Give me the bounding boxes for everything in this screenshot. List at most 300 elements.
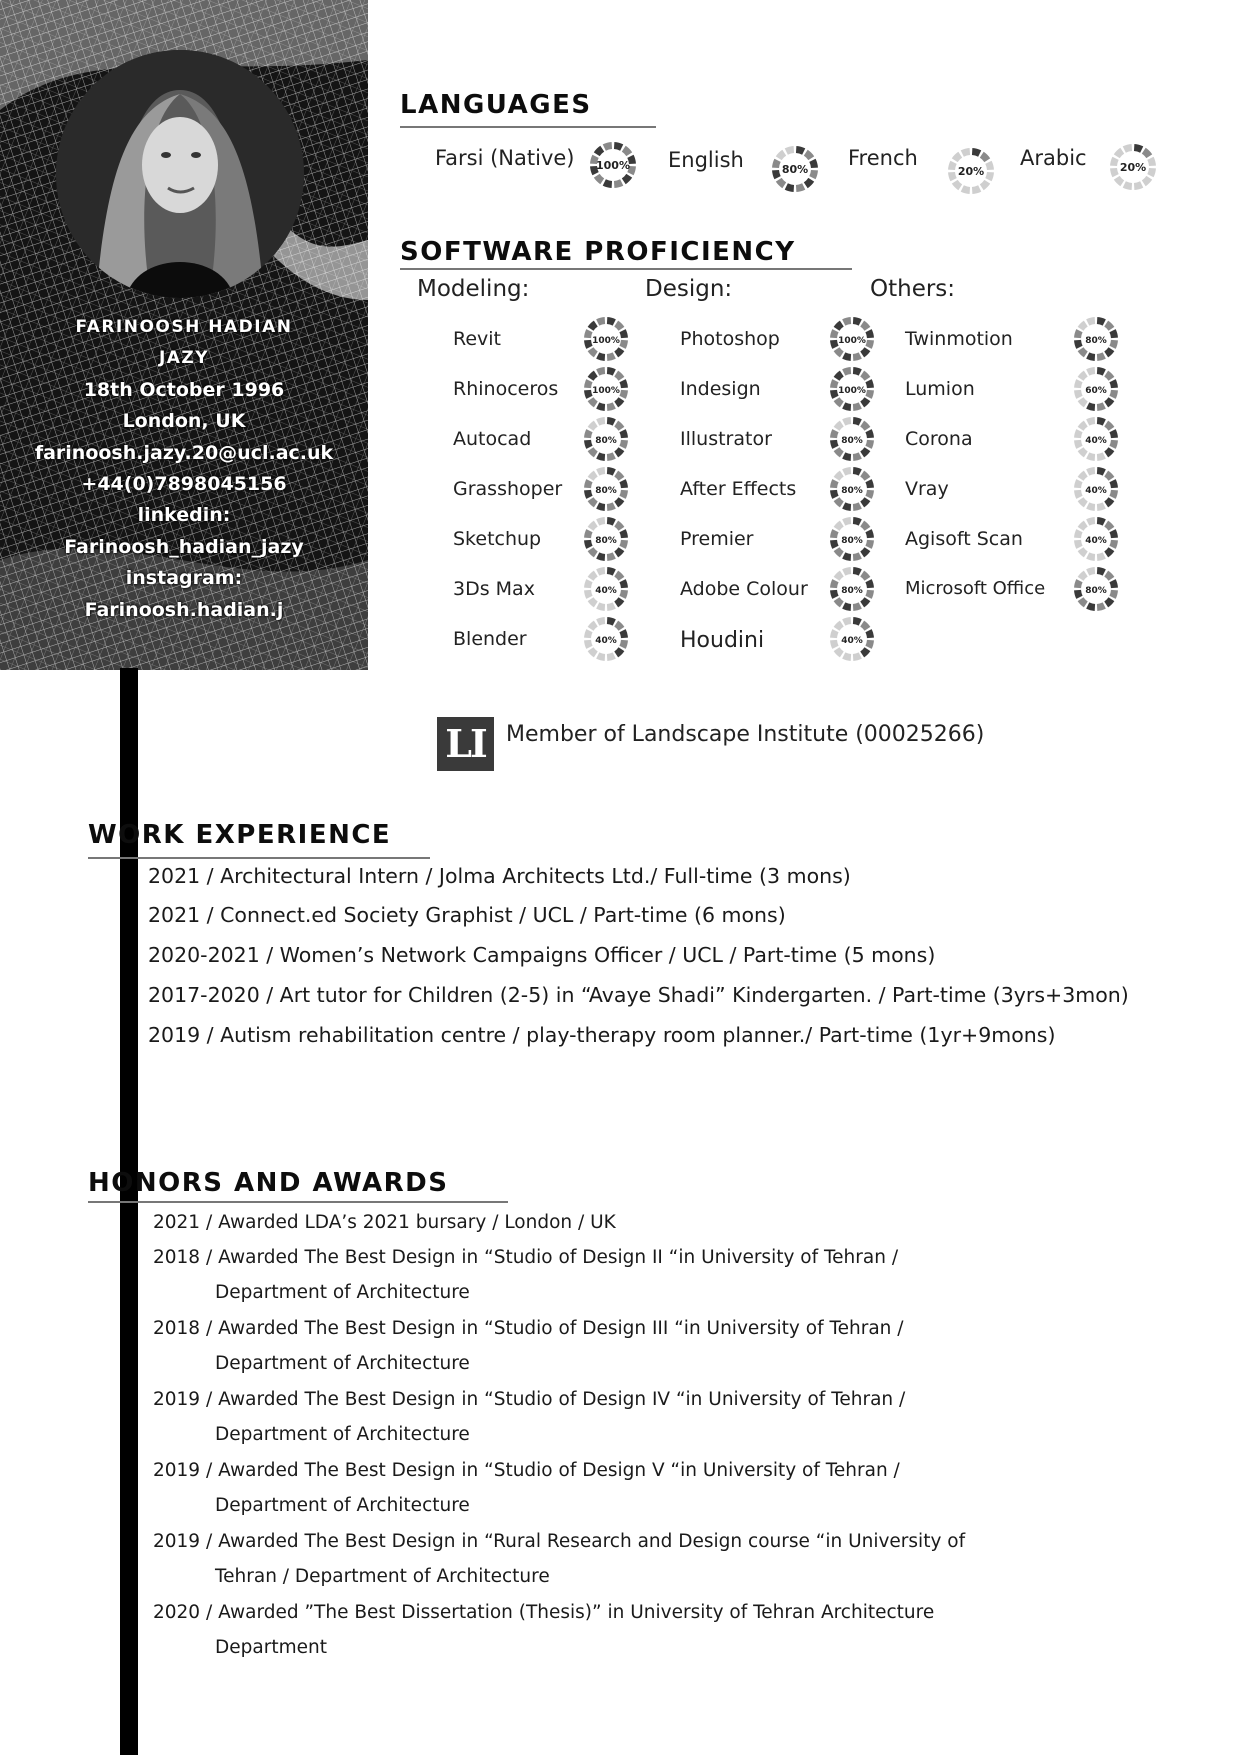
software-label: Vray bbox=[905, 478, 949, 500]
work-underline bbox=[88, 857, 430, 859]
ring-segment bbox=[853, 567, 862, 576]
ring-segment bbox=[614, 521, 624, 531]
ring-segment bbox=[865, 429, 874, 438]
ring-segment bbox=[830, 540, 839, 549]
ring-segment bbox=[830, 479, 839, 488]
software-label: Autocad bbox=[453, 428, 532, 450]
ring-segment bbox=[1074, 579, 1083, 588]
ring-segment bbox=[865, 329, 874, 338]
ring-segment bbox=[1078, 421, 1088, 431]
ring-segment bbox=[1109, 340, 1118, 349]
ring-percent-label: 80% bbox=[841, 486, 863, 496]
ring-segment bbox=[1142, 148, 1152, 158]
ring-segment bbox=[1097, 452, 1106, 461]
ring-segment bbox=[1109, 540, 1118, 549]
ring-segment bbox=[1086, 517, 1095, 526]
category-modeling: Modeling: bbox=[417, 276, 530, 302]
ring-segment bbox=[584, 590, 593, 599]
ring-segment bbox=[1134, 181, 1143, 190]
software-proficiency-ring bbox=[583, 616, 629, 662]
ring-segment bbox=[596, 402, 605, 411]
ring-segment bbox=[1097, 517, 1106, 526]
ring-segment bbox=[1078, 547, 1088, 557]
ring-segment bbox=[614, 421, 624, 431]
ring-segment bbox=[588, 497, 598, 507]
ring-segment bbox=[607, 367, 616, 376]
ring-segment bbox=[614, 547, 624, 557]
ring-segment bbox=[594, 146, 604, 156]
ring-segment bbox=[1074, 379, 1083, 388]
ring-segment bbox=[1109, 590, 1118, 599]
ring-segment bbox=[1074, 440, 1083, 449]
ring-segment bbox=[1110, 168, 1119, 177]
ring-segment bbox=[607, 517, 616, 526]
ring-segment bbox=[1109, 490, 1118, 499]
ring-percent-label: 40% bbox=[1085, 486, 1107, 496]
ring-segment bbox=[853, 452, 862, 461]
ring-segment bbox=[594, 174, 604, 184]
software-proficiency-ring bbox=[583, 366, 629, 412]
ring-percent-label: 40% bbox=[841, 636, 863, 646]
ring-segment bbox=[614, 571, 624, 581]
ring-segment bbox=[614, 471, 624, 481]
awards-underline bbox=[88, 1201, 508, 1203]
ring-segment bbox=[614, 647, 624, 657]
software-proficiency-ring bbox=[583, 516, 629, 562]
language-proficiency-ring bbox=[1109, 143, 1157, 191]
ring-segment bbox=[776, 150, 786, 160]
ring-segment bbox=[865, 340, 874, 349]
ring-percent-label: 100% bbox=[838, 336, 866, 346]
languages-underline bbox=[400, 126, 656, 128]
ring-segment bbox=[1074, 479, 1083, 488]
software-underline bbox=[400, 268, 852, 270]
ring-segment bbox=[614, 621, 624, 631]
ring-segment bbox=[842, 552, 851, 561]
ring-segment bbox=[614, 497, 624, 507]
ring-segment bbox=[830, 590, 839, 599]
ring-segment bbox=[1110, 157, 1119, 166]
ring-segment bbox=[619, 629, 628, 638]
profile-birthdate: 18th October 1996 bbox=[83, 378, 285, 401]
ring-segment bbox=[1142, 176, 1152, 186]
ring-segment bbox=[588, 647, 598, 657]
software-label: Lumion bbox=[905, 378, 975, 400]
ring-segment bbox=[865, 629, 874, 638]
ring-segment bbox=[1086, 602, 1095, 611]
ring-segment bbox=[834, 447, 844, 457]
ring-percent-label: 80% bbox=[781, 163, 809, 176]
ring-segment bbox=[619, 529, 628, 538]
ring-segment bbox=[619, 479, 628, 488]
ring-segment bbox=[853, 617, 862, 626]
ring-segment bbox=[842, 452, 851, 461]
ring-percent-label: 100% bbox=[592, 386, 620, 396]
ring-segment bbox=[607, 617, 616, 626]
ring-segment bbox=[830, 440, 839, 449]
ring-segment bbox=[842, 567, 851, 576]
ring-segment bbox=[842, 652, 851, 661]
ring-segment bbox=[834, 571, 844, 581]
ring-segment bbox=[1086, 367, 1095, 376]
ring-segment bbox=[853, 517, 862, 526]
profile-email[interactable]: farinoosh.jazy.20@ucl.ac.uk bbox=[34, 441, 334, 464]
ring-segment bbox=[596, 552, 605, 561]
ring-percent-label: 80% bbox=[1085, 586, 1107, 596]
ring-segment bbox=[1104, 447, 1114, 457]
ring-segment bbox=[1097, 367, 1106, 376]
ring-segment bbox=[834, 497, 844, 507]
ring-segment bbox=[1114, 148, 1124, 158]
software-label: Houdini bbox=[680, 628, 765, 653]
ring-segment bbox=[860, 347, 870, 357]
ring-segment bbox=[853, 502, 862, 511]
software-proficiency-ring bbox=[1073, 566, 1119, 612]
ring-segment bbox=[865, 390, 874, 399]
ring-segment bbox=[865, 579, 874, 588]
ring-segment bbox=[860, 547, 870, 557]
ring-segment bbox=[1078, 347, 1088, 357]
ring-segment bbox=[1078, 521, 1088, 531]
ring-percent-label: 80% bbox=[841, 536, 863, 546]
software-proficiency-ring bbox=[829, 566, 875, 612]
ring-segment bbox=[865, 640, 874, 649]
ring-segment bbox=[776, 178, 786, 188]
ring-segment bbox=[614, 321, 624, 331]
ring-segment bbox=[619, 329, 628, 338]
ring-segment bbox=[834, 371, 844, 381]
ring-segment bbox=[985, 172, 994, 181]
ring-segment bbox=[603, 179, 612, 188]
ring-segment bbox=[584, 629, 593, 638]
language-proficiency-ring bbox=[771, 145, 819, 193]
ring-segment bbox=[588, 571, 598, 581]
ring-segment bbox=[1109, 329, 1118, 338]
ring-segment bbox=[1074, 490, 1083, 499]
software-label: Indesign bbox=[680, 378, 761, 400]
ring-segment bbox=[772, 170, 781, 179]
software-label: Agisoft Scan bbox=[905, 528, 1023, 550]
ring-segment bbox=[1078, 371, 1088, 381]
ring-segment bbox=[584, 579, 593, 588]
ring-segment bbox=[1097, 317, 1106, 326]
ring-segment bbox=[1078, 321, 1088, 331]
ring-segment bbox=[830, 490, 839, 499]
ring-segment bbox=[860, 421, 870, 431]
ring-percent-label: 20% bbox=[957, 165, 985, 178]
ring-segment bbox=[588, 347, 598, 357]
ring-segment bbox=[1078, 597, 1088, 607]
ring-segment bbox=[588, 371, 598, 381]
work-heading: WORK EXPERIENCE bbox=[88, 820, 392, 850]
ring-segment bbox=[1074, 429, 1083, 438]
ring-segment bbox=[1109, 390, 1118, 399]
language-label: English bbox=[668, 148, 744, 172]
ring-segment bbox=[860, 397, 870, 407]
ring-segment bbox=[853, 352, 862, 361]
ring-segment bbox=[865, 540, 874, 549]
category-others: Others: bbox=[870, 276, 956, 302]
ring-segment bbox=[1074, 329, 1083, 338]
profile-surname: JAZY bbox=[158, 348, 210, 369]
ring-segment bbox=[865, 379, 874, 388]
software-proficiency-ring bbox=[1073, 366, 1119, 412]
ring-segment bbox=[1086, 352, 1095, 361]
ring-segment bbox=[1097, 467, 1106, 476]
ring-segment bbox=[1104, 321, 1114, 331]
ring-segment bbox=[1097, 417, 1106, 426]
ring-segment bbox=[603, 142, 612, 151]
ring-segment bbox=[865, 529, 874, 538]
ring-segment bbox=[860, 471, 870, 481]
instagram-handle[interactable]: Farinoosh.hadian.j bbox=[84, 598, 284, 621]
software-label: Premier bbox=[680, 528, 754, 550]
award-item: 2019 / Awarded The Best Design in “Rural Research and Design course “in University of bbox=[153, 1531, 966, 1552]
software-label: Corona bbox=[905, 428, 973, 450]
ring-segment bbox=[614, 447, 624, 457]
work-item: 2021 / Architectural Intern / Jolma Architects Ltd./ Full-time (3 mons) bbox=[148, 864, 851, 888]
ring-segment bbox=[834, 471, 844, 481]
ring-percent-label: 40% bbox=[1085, 436, 1107, 446]
ring-segment bbox=[865, 590, 874, 599]
ring-segment bbox=[804, 150, 814, 160]
ring-segment bbox=[860, 371, 870, 381]
ring-segment bbox=[596, 502, 605, 511]
ring-segment bbox=[596, 367, 605, 376]
ring-segment bbox=[1104, 571, 1114, 581]
ring-segment bbox=[853, 467, 862, 476]
ring-segment bbox=[596, 602, 605, 611]
ring-segment bbox=[1109, 379, 1118, 388]
award-item: 2018 / Awarded The Best Design in “Studio of Design II “in University of Tehran / bbox=[153, 1247, 899, 1268]
ring-segment bbox=[865, 440, 874, 449]
ring-segment bbox=[1074, 390, 1083, 399]
ring-segment bbox=[842, 467, 851, 476]
ring-segment bbox=[948, 161, 957, 170]
ring-segment bbox=[607, 417, 616, 426]
software-proficiency-ring bbox=[829, 416, 875, 462]
profile-name: FARINOOSH HADIAN bbox=[75, 317, 293, 337]
ring-segment bbox=[1097, 352, 1106, 361]
ring-segment bbox=[860, 497, 870, 507]
ring-percent-label: 100% bbox=[596, 159, 630, 172]
profile-location: London, UK bbox=[122, 410, 246, 433]
software-label: Twinmotion bbox=[905, 328, 1013, 350]
ring-segment bbox=[830, 579, 839, 588]
ring-segment bbox=[619, 590, 628, 599]
awards-heading: HONORS AND AWARDS bbox=[88, 1168, 449, 1198]
profile-phone[interactable]: +44(0)7898045156 bbox=[81, 473, 287, 496]
ring-segment bbox=[853, 367, 862, 376]
ring-segment bbox=[619, 429, 628, 438]
ring-segment bbox=[980, 180, 990, 190]
ring-segment bbox=[842, 602, 851, 611]
ring-segment bbox=[584, 490, 593, 499]
software-proficiency-ring bbox=[583, 566, 629, 612]
ring-segment bbox=[614, 142, 623, 151]
ring-percent-label: 80% bbox=[595, 486, 617, 496]
ring-segment bbox=[853, 417, 862, 426]
ring-segment bbox=[860, 521, 870, 531]
ring-segment bbox=[1078, 571, 1088, 581]
ring-segment bbox=[772, 159, 781, 168]
ring-segment bbox=[834, 421, 844, 431]
ring-segment bbox=[860, 597, 870, 607]
ring-segment bbox=[584, 540, 593, 549]
ring-segment bbox=[1078, 397, 1088, 407]
ring-segment bbox=[619, 490, 628, 499]
ring-segment bbox=[865, 490, 874, 499]
ring-segment bbox=[1109, 479, 1118, 488]
ring-segment bbox=[972, 148, 981, 157]
ring-segment bbox=[834, 521, 844, 531]
ring-percent-label: 40% bbox=[595, 636, 617, 646]
linkedin-handle[interactable]: Farinoosh_hadian_jazy bbox=[64, 535, 304, 558]
ring-segment bbox=[853, 652, 862, 661]
ring-percent-label: 20% bbox=[1119, 161, 1147, 174]
ring-segment bbox=[985, 161, 994, 170]
ring-segment bbox=[834, 347, 844, 357]
linkedin-label: linkedin: bbox=[137, 504, 231, 527]
ring-segment bbox=[834, 647, 844, 657]
software-proficiency-ring bbox=[1073, 516, 1119, 562]
ring-segment bbox=[1097, 552, 1106, 561]
ring-segment bbox=[1134, 144, 1143, 153]
ring-segment bbox=[596, 567, 605, 576]
software-proficiency-ring bbox=[829, 316, 875, 362]
ring-segment bbox=[619, 440, 628, 449]
contact-info bbox=[0, 312, 368, 626]
ring-segment bbox=[1086, 502, 1095, 511]
profile-photo bbox=[56, 50, 304, 298]
ring-segment bbox=[584, 440, 593, 449]
ring-segment bbox=[1109, 429, 1118, 438]
ring-segment bbox=[842, 367, 851, 376]
software-label: Grasshoper bbox=[453, 478, 563, 500]
ring-segment bbox=[607, 552, 616, 561]
ring-segment bbox=[1097, 502, 1106, 511]
ring-segment bbox=[607, 652, 616, 661]
award-item-continued: Department of Architecture bbox=[215, 1282, 470, 1303]
ring-segment bbox=[1147, 168, 1156, 177]
ring-segment bbox=[1104, 421, 1114, 431]
ring-percent-label: 80% bbox=[841, 586, 863, 596]
ring-segment bbox=[596, 467, 605, 476]
language-proficiency-ring bbox=[947, 147, 995, 195]
ring-segment bbox=[842, 417, 851, 426]
ring-segment bbox=[842, 617, 851, 626]
ring-segment bbox=[1086, 552, 1095, 561]
software-label: Sketchup bbox=[453, 528, 542, 550]
ring-segment bbox=[1147, 157, 1156, 166]
ring-segment bbox=[607, 317, 616, 326]
language-label: Farsi (Native) bbox=[435, 146, 575, 170]
languages-heading: LANGUAGES bbox=[400, 90, 592, 120]
ring-segment bbox=[622, 174, 632, 184]
ring-percent-label: 80% bbox=[595, 436, 617, 446]
ring-segment bbox=[860, 571, 870, 581]
ring-segment bbox=[588, 597, 598, 607]
award-item-continued: Department of Architecture bbox=[215, 1495, 470, 1516]
software-proficiency-ring bbox=[583, 466, 629, 512]
software-label: Rhinoceros bbox=[453, 378, 559, 400]
ring-segment bbox=[860, 647, 870, 657]
work-item: 2017-2020 / Art tutor for Children (2-5) in “Avaye Shadi” Kindergarten. / Part-time (3yrs+3mon) bbox=[148, 983, 1129, 1007]
ring-segment bbox=[614, 597, 624, 607]
software-proficiency-ring bbox=[583, 316, 629, 362]
ring-segment bbox=[834, 397, 844, 407]
ring-segment bbox=[1078, 497, 1088, 507]
award-item: 2018 / Awarded The Best Design in “Studio of Design III “in University of Tehran / bbox=[153, 1318, 904, 1339]
software-heading: SOFTWARE PROFICIENCY bbox=[400, 237, 796, 267]
ring-segment bbox=[619, 340, 628, 349]
ring-percent-label: 40% bbox=[595, 586, 617, 596]
ring-segment bbox=[619, 640, 628, 649]
award-item-continued: Tehran / Department of Architecture bbox=[215, 1566, 550, 1587]
ring-segment bbox=[607, 402, 616, 411]
ring-segment bbox=[596, 617, 605, 626]
ring-segment bbox=[842, 502, 851, 511]
ring-segment bbox=[865, 479, 874, 488]
ring-segment bbox=[596, 352, 605, 361]
software-label: After Effects bbox=[680, 478, 797, 500]
landscape-institute-logo: LI bbox=[437, 717, 494, 771]
ring-segment bbox=[1074, 540, 1083, 549]
award-item: 2019 / Awarded The Best Design in “Studio of Design IV “in University of Tehran / bbox=[153, 1389, 906, 1410]
ring-segment bbox=[1086, 317, 1095, 326]
software-label: Blender bbox=[453, 628, 527, 650]
ring-percent-label: 80% bbox=[1085, 336, 1107, 346]
ring-segment bbox=[596, 652, 605, 661]
ring-segment bbox=[614, 179, 623, 188]
ring-segment bbox=[980, 152, 990, 162]
ring-percent-label: 60% bbox=[1085, 386, 1107, 396]
ring-segment bbox=[952, 180, 962, 190]
ring-segment bbox=[607, 352, 616, 361]
ring-segment bbox=[596, 417, 605, 426]
ring-segment bbox=[830, 429, 839, 438]
work-item: 2020-2021 / Women’s Network Campaigns Officer / UCL / Part-time (5 mons) bbox=[148, 943, 936, 967]
software-proficiency-ring bbox=[1073, 416, 1119, 462]
award-item: 2019 / Awarded The Best Design in “Studio of Design V “in University of Tehran / bbox=[153, 1460, 900, 1481]
ring-percent-label: 80% bbox=[841, 436, 863, 446]
ring-segment bbox=[834, 321, 844, 331]
ring-percent-label: 40% bbox=[1085, 536, 1107, 546]
ring-segment bbox=[614, 397, 624, 407]
ring-segment bbox=[1123, 144, 1132, 153]
header-panel bbox=[0, 0, 368, 670]
ring-segment bbox=[853, 602, 862, 611]
ring-segment bbox=[596, 317, 605, 326]
ring-segment bbox=[834, 597, 844, 607]
ring-segment bbox=[596, 452, 605, 461]
software-label: Illustrator bbox=[680, 428, 772, 450]
language-proficiency-ring bbox=[589, 141, 637, 189]
ring-segment bbox=[842, 352, 851, 361]
ring-segment bbox=[785, 146, 794, 155]
instagram-label: instagram: bbox=[125, 567, 243, 590]
ring-segment bbox=[619, 540, 628, 549]
ring-segment bbox=[584, 640, 593, 649]
ring-segment bbox=[948, 172, 957, 181]
work-item: 2019 / Autism rehabilitation centre / play-therapy room planner./ Part-time (1yr+9mons) bbox=[148, 1023, 1056, 1047]
avatar bbox=[56, 50, 304, 298]
ring-segment bbox=[834, 547, 844, 557]
ring-segment bbox=[607, 602, 616, 611]
ring-segment bbox=[1078, 471, 1088, 481]
ring-segment bbox=[619, 379, 628, 388]
ring-segment bbox=[1104, 597, 1114, 607]
